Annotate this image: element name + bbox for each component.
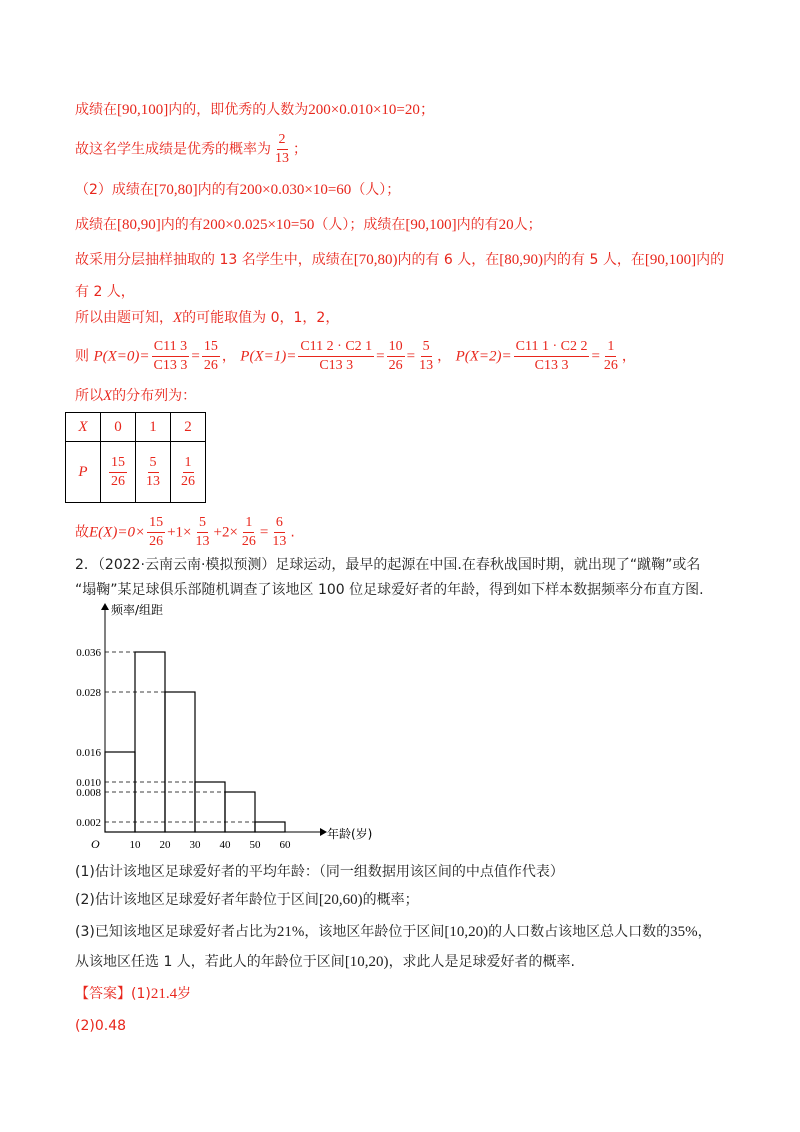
question-3-cont	[75, 952, 575, 972]
x-tick-label: 20	[159, 839, 171, 851]
text: 内的有	[197, 182, 240, 198]
solution-line-10	[75, 516, 295, 549]
question-3	[75, 922, 712, 942]
percent: 21%	[276, 924, 305, 940]
table-cell	[101, 442, 136, 503]
numerator: 5	[421, 340, 432, 357]
text: 所以	[75, 388, 103, 404]
text: ，	[437, 348, 452, 365]
text: 内的，即优秀的人数为	[168, 102, 309, 118]
denominator: C13 3	[534, 358, 569, 373]
denominator: 26	[603, 358, 618, 373]
formula: P(X=2)=	[455, 348, 512, 365]
variable: X	[173, 310, 183, 326]
problem-2-line-1	[75, 555, 700, 575]
fraction	[202, 340, 220, 373]
number: 20	[498, 217, 514, 233]
numerator: 1	[605, 340, 616, 357]
text: 故	[75, 524, 89, 541]
denominator: 26	[241, 534, 256, 549]
frequency-histogram	[60, 600, 373, 860]
interval: [10,20)	[444, 924, 489, 940]
text: 2．（2022·云南云南·模拟预测）足球运动，最早的起源在中国.在春秋战国时期，就出现了“蹴鞠”或名	[75, 557, 701, 573]
formula: E(X)=0×	[89, 524, 146, 541]
fraction	[273, 133, 291, 166]
y-axis-label: 频率/组距	[111, 603, 164, 617]
numerator: 5	[197, 516, 208, 533]
fraction	[417, 340, 435, 373]
numerator: C11 3	[152, 340, 189, 357]
fraction	[298, 340, 374, 373]
fraction	[240, 516, 258, 549]
text: 的可能取值为 0，1，2，	[182, 310, 340, 326]
text: 内的有 6 人，在	[397, 252, 500, 268]
denominator: C13 3	[153, 358, 188, 373]
text: (1)	[131, 986, 151, 1002]
text: ，	[621, 348, 636, 365]
interval: [70,80)	[353, 252, 398, 268]
interval: [80,90]	[117, 217, 161, 233]
x-tick-label: 50	[249, 839, 261, 851]
solution-line-7	[75, 308, 339, 328]
distribution-table	[65, 412, 206, 503]
origin-label: O	[91, 837, 100, 851]
numerator: 1	[243, 516, 254, 533]
solution-line-8	[75, 340, 636, 373]
text: 所以由题可知，	[75, 310, 173, 326]
solution-line-9	[75, 386, 196, 406]
numerator: 10	[387, 340, 405, 357]
y-tick-label: 0.028	[76, 687, 101, 699]
text: 内的有	[456, 217, 499, 233]
operator: +2×	[213, 524, 238, 541]
denominator: 26	[181, 473, 195, 489]
text: ，求此人是足球爱好者的概率.	[388, 954, 576, 970]
equals: =	[376, 348, 385, 365]
y-axis-arrow	[101, 603, 109, 610]
denominator: 13	[419, 358, 434, 373]
solution-line-1	[75, 100, 435, 120]
x-tick-label: 10	[129, 839, 141, 851]
text: （2）成绩在	[75, 182, 154, 198]
table-cell	[136, 442, 171, 503]
text: “塌鞠”某足球俱乐部随机调查了该地区 100 位足球爱好者的年龄，得到如下样本数据频率分布直方图.	[75, 582, 704, 598]
text: 内的有	[160, 217, 203, 233]
interval: [20,60)	[318, 892, 363, 908]
equals: =	[259, 524, 269, 541]
text: (3)已知该地区足球爱好者占比为	[75, 924, 277, 940]
interval: [80,90)	[499, 252, 544, 268]
x-axis-label: 年龄(岁)	[327, 827, 373, 841]
x-axis-arrow	[320, 828, 327, 836]
y-tick-label: 0.036	[76, 647, 101, 659]
denominator: 26	[149, 534, 164, 549]
y-tick-label: 0.008	[76, 787, 101, 799]
text: ，该地区年龄位于区间	[304, 924, 445, 940]
text: 内的有 5 人，在	[543, 252, 645, 268]
numerator: 5	[148, 456, 159, 473]
interval: [10,20)	[344, 954, 389, 970]
numerator: 1	[183, 456, 194, 473]
equals: =	[406, 348, 416, 365]
text: （人）；	[351, 182, 401, 198]
histogram-bar	[165, 692, 195, 832]
answer-1	[75, 984, 191, 1004]
solution-line-2	[75, 133, 307, 166]
denominator: C13 3	[319, 358, 354, 373]
numerator: 2	[277, 133, 288, 150]
x-tick-label: 30	[189, 839, 201, 851]
denominator: 13	[275, 151, 289, 166]
table-cell: 2	[171, 413, 206, 442]
text: ，	[221, 348, 236, 365]
solution-line-3	[75, 180, 400, 200]
text: （人）；成绩在	[314, 217, 406, 233]
operator: +1×	[167, 524, 192, 541]
histogram-bar	[255, 822, 285, 832]
y-tick-label: 0.010	[76, 777, 101, 789]
numerator: 15	[202, 340, 220, 357]
table-cell: 1	[136, 413, 171, 442]
solution-line-4	[75, 215, 542, 235]
fraction	[179, 456, 197, 489]
numerator: C11 1 · C2 2	[514, 340, 590, 357]
text: 成绩在	[75, 217, 117, 233]
numerator: 6	[274, 516, 285, 533]
table-cell	[171, 442, 206, 503]
fraction	[602, 340, 620, 373]
text: 人；	[513, 217, 542, 233]
denominator: 13	[272, 534, 287, 549]
text: 有 2 人，	[75, 284, 135, 300]
text: (2)估计该地区足球爱好者年龄位于区间	[75, 892, 319, 908]
denominator: 26	[111, 473, 125, 489]
y-tick-label: 0.016	[76, 747, 101, 759]
x-tick-label: 60	[279, 839, 291, 851]
text: 则	[75, 348, 89, 365]
interval: [90,100]	[117, 102, 169, 118]
formula: 200×0.010×10=20；	[308, 102, 435, 118]
numerator: C11 2 · C2 1	[298, 340, 374, 357]
solution-line-5	[75, 250, 724, 270]
table-cell-header: X	[66, 413, 101, 442]
variable: X	[103, 388, 113, 404]
answer-label: 【答案】	[75, 986, 131, 1002]
text: 岁	[177, 986, 192, 1002]
text: 故这名学生成绩是优秀的概率为	[75, 141, 271, 158]
numerator: 15	[147, 516, 165, 533]
question-1	[75, 862, 564, 882]
interval: [70,80]	[153, 182, 198, 198]
text: 的概率；	[362, 892, 419, 908]
table-cell: 0	[101, 413, 136, 442]
solution-line-6	[75, 282, 135, 302]
percent: 35%	[670, 924, 698, 940]
text: 内的	[696, 252, 725, 268]
table-row	[66, 413, 206, 442]
question-2	[75, 890, 419, 910]
text: 故采用分层抽样抽取的 13 名学生中，成绩在	[75, 252, 354, 268]
equals: =	[591, 348, 600, 365]
equals: =	[191, 348, 200, 365]
x-tick-label: 40	[219, 839, 231, 851]
histogram-bar	[225, 792, 255, 832]
denominator: 26	[203, 358, 218, 373]
text: ，	[697, 924, 712, 940]
fraction	[144, 456, 162, 489]
text: .	[290, 524, 295, 541]
fraction	[387, 340, 405, 373]
formula: 200×0.025×10=50	[202, 217, 315, 233]
formula: P(X=0)=	[93, 348, 150, 365]
histogram-bar	[195, 782, 225, 832]
interval: [90,100]	[644, 252, 697, 268]
denominator: 13	[195, 534, 210, 549]
number: 21.4	[150, 986, 178, 1002]
formula: P(X=1)=	[240, 348, 297, 365]
table-row	[66, 442, 206, 503]
problem-2-line-2	[75, 580, 704, 600]
numerator: 15	[109, 456, 127, 473]
text: 的人口数占该地区总人口数的	[488, 924, 671, 940]
text: ；	[293, 141, 307, 158]
table-cell-header: P	[66, 442, 101, 503]
text: (2)0.48	[75, 1018, 127, 1034]
text: 从该地区任选 1 人，若此人的年龄位于区间	[75, 954, 345, 970]
fraction	[152, 340, 190, 373]
text: 的分布列为：	[112, 388, 197, 404]
fraction	[193, 516, 211, 549]
text: (1)估计该地区足球爱好者的平均年龄：（同一组数据用该区间的中点值作代表）	[75, 864, 564, 880]
denominator: 13	[146, 473, 160, 489]
fraction	[147, 516, 165, 549]
fraction	[109, 456, 127, 489]
histogram-bar	[135, 652, 165, 832]
denominator: 26	[388, 358, 403, 373]
interval: [90,100]	[405, 217, 457, 233]
formula: 200×0.030×10=60	[239, 182, 352, 198]
answer-2	[75, 1016, 126, 1036]
y-tick-label: 0.002	[76, 817, 101, 829]
fraction	[270, 516, 288, 549]
fraction	[514, 340, 590, 373]
text: 成绩在	[75, 102, 117, 118]
